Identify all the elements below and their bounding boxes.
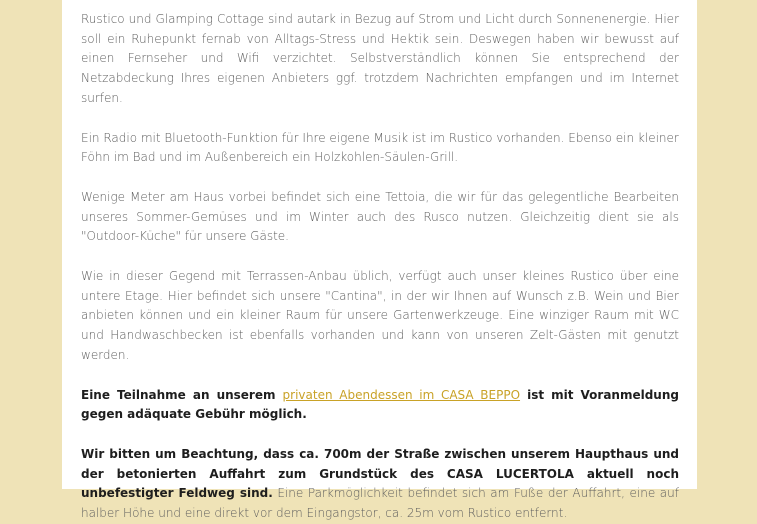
parking-info: Eine Parkmöglichkeit befindet sich am Fuße der Auffahrt, eine auf halber Höhe und eine direkt vor dem Eingangstor, ca. 25m vom Rustico entfernt. <box>81 486 679 521</box>
paragraph-energy: Rustico und Glamping Cottage sind autark in Bezug auf Strom und Licht durch Sonnenenergie. Hier soll ein Ruhepunkt fernab von Alltags-Stress und Hektik sein. Deswegen haben wir bewusst auf einen Fernseher und Wifi verzichtet. Selbstverständlich können Sie entsprechend der Netzabdeckung Ihres eigenen Anbieters ggf. trotzdem Nachrichten empfangen und im Internet surfen. <box>81 12 679 105</box>
dinner-text-before: Eine Teilnahme an unserem <box>81 387 283 402</box>
paragraph-dinner <box>81 386 679 425</box>
paragraph-cantina: Wie in dieser Gegend mit Terrassen-Anbau üblich, verfügt auch unser kleines Rustico über eine untere Etage. Hier befindet sich unsere "Cantina", in der wir Ihnen auf Wunsch z.B. Wein und Bier anbieten können und ein kleiner Raum für unsere Gartenwerkzeuge. Eine winziger Raum mit WC und Handwaschbecken ist ebenfalls vorhanden und kann von unseren Zelt-Gästen mit genutzt werden. <box>81 269 679 362</box>
road-notice-bold: Wir bitten um Beachtung, dass ca. 700m der Straße zwischen unserem Haupthaus und der betonierten Auffahrt zum Grundstück des CASA LUCERTOLA aktuell noch unbefestigter Feldweg sind. <box>81 446 679 501</box>
content-card <box>62 0 697 521</box>
paragraph-radio: Ein Radio mit Bluetooth-Funktion für Ihre eigene Musik ist im Rustico vorhanden. Ebenso ein kleiner Föhn im Bad und im Außenbereich ein Holzkohlen-Säulen-Grill. <box>81 130 679 165</box>
paragraph-tettoia: Wenige Meter am Haus vorbei befindet sich eine Tettoia, die wir für das gelegentliche Bearbeiten unseres Sommer-Gemüses und im Winter auch des Rusco nutzen. Gleichzeitig dient sie als "Outdoor-Küche" für unsere Gäste. <box>81 189 679 244</box>
casa-beppo-dinner-link[interactable]: privaten Abendessen im CASA BEPPO <box>282 387 521 402</box>
dinner-text-after: ist mit Voranmeldung gegen adäquate Gebühr möglich. <box>81 387 679 422</box>
paragraph-access-road <box>81 445 679 524</box>
